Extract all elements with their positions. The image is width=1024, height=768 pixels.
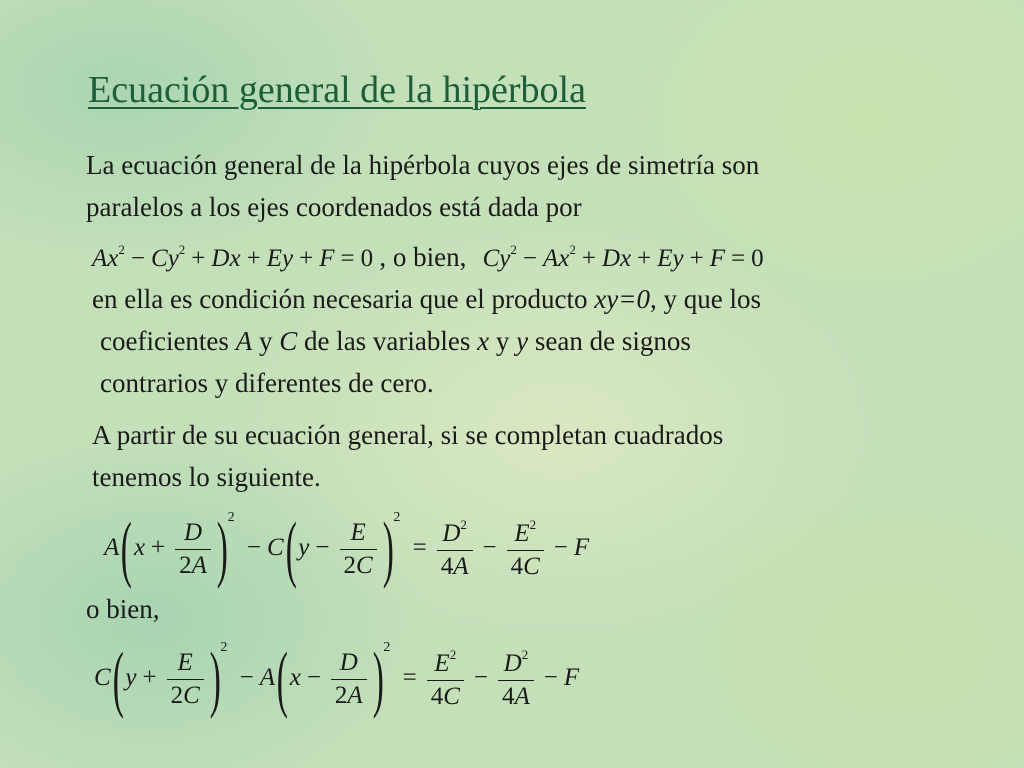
intro-line-1: La ecuación general de la hipérbola cuyos ejes de simetría son xyxy=(86,150,760,180)
general-equation-2: $Cy^2 - Ax^2 + Dx + Ey + F = 0$ xyxy=(482,242,764,272)
slide-title: Ecuación general de la hipérbola xyxy=(88,69,586,111)
eq-connector-text: , o bien, xyxy=(379,242,467,272)
general-equation-1: $Ax^2 - Cy^2 + Dx + Ey + F = 0$ xyxy=(92,242,374,272)
standard-equation-2: C(y + $\frac{E}{2C}$ )$^2$ − A(x − $\frac{D}{2A}$ )$^2$ = $\frac{E^2}{4C}$ − $\frac{D^2}{4A}$ − F xyxy=(94,638,580,721)
condition-paragraph: en ella es condición necesaria que el producto xy=0, y que los coeficientes A y C de las variables x y y sean de signos contrarios y diferentes de cero. xyxy=(92,284,761,398)
intro-paragraph xyxy=(86,144,759,228)
standard-equation-1: A(x + $\frac{D}{2A}$ )$^2$ − C(y − $\frac{E}{2C}$ )$^2$ = $\frac{D^2}{4A}$ − $\frac{E^2}{4C}$ − F xyxy=(104,508,590,591)
or-label: o bien, xyxy=(86,594,160,624)
completing-squares-paragraph: A partir de su ecuación general, si se completan cuadrados tenemos lo siguiente. xyxy=(92,420,724,492)
general-equations-line xyxy=(92,242,764,273)
intro-line-2: paralelos a los ejes coordenados está dada por xyxy=(86,192,582,222)
